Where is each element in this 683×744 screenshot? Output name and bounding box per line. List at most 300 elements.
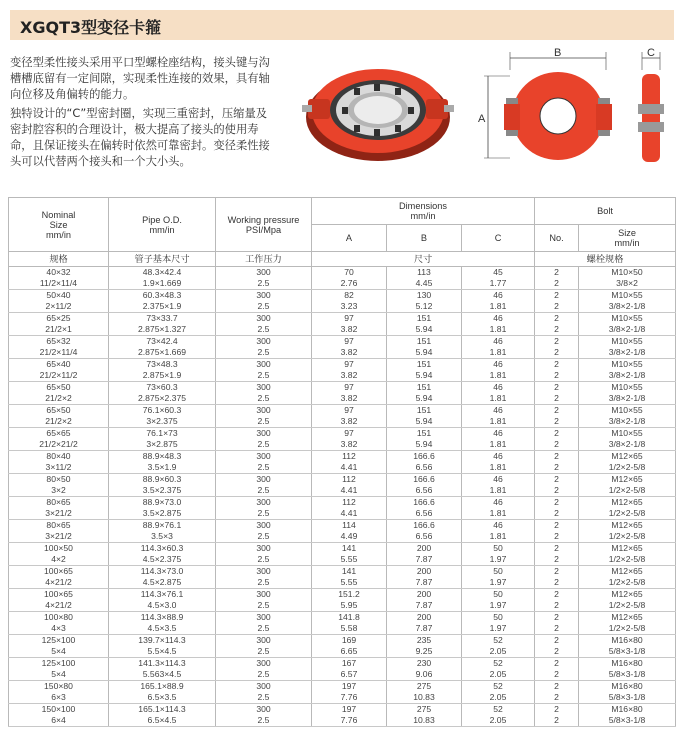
cell-bolt-no: 2 <box>535 313 579 325</box>
cell-bolt-size: M12×65 <box>579 474 676 486</box>
cell-dim-b: 151 <box>387 313 462 325</box>
cell-dim-a: 114 <box>312 520 387 532</box>
cell-dim-c: 2.05 <box>462 715 535 727</box>
cell-nominal: 3×2 <box>9 485 109 497</box>
cell-pressure: 300 <box>216 681 312 693</box>
cell-bolt-no: 2 <box>535 704 579 716</box>
cell-pressure: 300 <box>216 520 312 532</box>
cell-bolt-size: 5/8×3-1/8 <box>579 715 676 727</box>
cell-dim-a: 112 <box>312 474 387 486</box>
table-row-metric <box>9 336 676 348</box>
header-b: B <box>387 225 462 252</box>
cell-pressure: 300 <box>216 382 312 394</box>
cell-dim-c: 1.81 <box>462 439 535 451</box>
cell-pipe-od: 114.3×88.9 <box>109 612 216 624</box>
header-bolt-no: No. <box>535 225 579 252</box>
cell-dim-b: 151 <box>387 382 462 394</box>
spec-table <box>8 197 676 727</box>
cell-nominal: 5×4 <box>9 646 109 658</box>
cell-dim-b: 151 <box>387 428 462 440</box>
cell-dim-c: 50 <box>462 589 535 601</box>
cell-dim-a: 5.58 <box>312 623 387 635</box>
cell-bolt-no: 2 <box>535 405 579 417</box>
cell-pressure: 2.5 <box>216 278 312 290</box>
intro-text <box>10 55 278 173</box>
cell-dim-c: 1.81 <box>462 370 535 382</box>
cell-nominal: 6×4 <box>9 715 109 727</box>
cell-nominal: 21/2×21/2 <box>9 439 109 451</box>
cell-bolt-no: 2 <box>535 497 579 509</box>
cell-dim-c: 1.81 <box>462 508 535 520</box>
cell-bolt-no: 2 <box>535 439 579 451</box>
cell-dim-a: 197 <box>312 681 387 693</box>
cell-dim-c: 1.81 <box>462 416 535 428</box>
table-row-imperial <box>9 370 676 382</box>
cell-bolt-size: M16×80 <box>579 658 676 670</box>
cell-dim-c: 1.97 <box>462 623 535 635</box>
cell-bolt-no: 2 <box>535 347 579 359</box>
table-row-metric <box>9 566 676 578</box>
cell-bolt-size: M12×65 <box>579 566 676 578</box>
cell-dim-c: 2.05 <box>462 692 535 704</box>
cell-pressure: 300 <box>216 313 312 325</box>
cell-dim-a: 82 <box>312 290 387 302</box>
cell-dim-b: 151 <box>387 359 462 371</box>
cell-dim-a: 4.41 <box>312 508 387 520</box>
cell-dim-b: 7.87 <box>387 623 462 635</box>
cell-bolt-size: M10×55 <box>579 313 676 325</box>
label-b: B <box>554 47 562 59</box>
cell-pipe-od: 114.3×60.3 <box>109 543 216 555</box>
cell-bolt-size: 1/2×2-5/8 <box>579 508 676 520</box>
cell-bolt-size: M12×65 <box>579 497 676 509</box>
cell-dim-a: 5.55 <box>312 554 387 566</box>
table-row-metric <box>9 612 676 624</box>
cell-pipe-od: 6.5×3.5 <box>109 692 216 704</box>
cell-bolt-size: 1/2×2-5/8 <box>579 485 676 497</box>
table-row-imperial <box>9 301 676 313</box>
table-row-metric <box>9 589 676 601</box>
cell-dim-c: 52 <box>462 635 535 647</box>
cell-pipe-od: 76.1×60.3 <box>109 405 216 417</box>
cell-bolt-no: 2 <box>535 554 579 566</box>
cell-dim-c: 46 <box>462 290 535 302</box>
cell-bolt-no: 2 <box>535 646 579 658</box>
cell-dim-a: 169 <box>312 635 387 647</box>
cell-pressure: 300 <box>216 267 312 279</box>
cell-bolt-size: 3/8×2-1/8 <box>579 439 676 451</box>
page-title: XGQT3型变径卡箍 <box>20 18 162 37</box>
cell-pressure: 300 <box>216 566 312 578</box>
cell-bolt-size: M10×55 <box>579 405 676 417</box>
cell-dim-b: 151 <box>387 405 462 417</box>
cell-nominal: 100×65 <box>9 589 109 601</box>
cell-pipe-od: 73×60.3 <box>109 382 216 394</box>
table-row-imperial <box>9 347 676 359</box>
cell-pressure: 300 <box>216 451 312 463</box>
cell-bolt-no: 2 <box>535 669 579 681</box>
table-row-imperial <box>9 416 676 428</box>
spec-table-body <box>9 267 676 727</box>
cell-dim-a: 5.95 <box>312 600 387 612</box>
cell-dim-c: 50 <box>462 543 535 555</box>
cell-nominal: 21/2×2 <box>9 393 109 405</box>
cell-pipe-od: 4.5×2.875 <box>109 577 216 589</box>
table-row-imperial <box>9 577 676 589</box>
cell-pipe-od: 2.875×1.9 <box>109 370 216 382</box>
table-row-metric <box>9 474 676 486</box>
cell-dim-c: 1.97 <box>462 600 535 612</box>
cell-dim-c: 46 <box>462 382 535 394</box>
cell-dim-b: 5.94 <box>387 324 462 336</box>
cell-bolt-no: 2 <box>535 520 579 532</box>
cell-dim-b: 6.56 <box>387 508 462 520</box>
cn-header-pipe-od: 管子基本尺寸 <box>109 252 216 267</box>
cell-nominal: 100×80 <box>9 612 109 624</box>
table-row-imperial <box>9 531 676 543</box>
cell-dim-a: 2.76 <box>312 278 387 290</box>
table-row-imperial <box>9 508 676 520</box>
table-row-metric <box>9 313 676 325</box>
cell-bolt-size: 5/8×3-1/8 <box>579 692 676 704</box>
table-row-imperial <box>9 669 676 681</box>
cell-bolt-no: 2 <box>535 566 579 578</box>
cell-dim-a: 70 <box>312 267 387 279</box>
cell-dim-c: 46 <box>462 313 535 325</box>
cell-dim-a: 7.76 <box>312 692 387 704</box>
cell-bolt-size: 3/8×2-1/8 <box>579 393 676 405</box>
cell-pipe-od: 88.9×48.3 <box>109 451 216 463</box>
header-dimensions: Dimensions mm/in <box>312 198 535 225</box>
cell-pressure: 2.5 <box>216 669 312 681</box>
cell-dim-b: 5.94 <box>387 393 462 405</box>
cell-dim-a: 141 <box>312 566 387 578</box>
cell-dim-a: 7.76 <box>312 715 387 727</box>
cell-dim-a: 97 <box>312 336 387 348</box>
cell-pipe-od: 73×48.3 <box>109 359 216 371</box>
label-c: C <box>647 47 655 59</box>
cell-dim-c: 46 <box>462 451 535 463</box>
table-row-imperial <box>9 462 676 474</box>
cell-dim-b: 5.94 <box>387 439 462 451</box>
table-row-metric <box>9 451 676 463</box>
cell-nominal: 125×100 <box>9 635 109 647</box>
cell-bolt-size: M12×65 <box>579 451 676 463</box>
cell-bolt-no: 2 <box>535 336 579 348</box>
cell-dim-b: 151 <box>387 336 462 348</box>
cell-dim-a: 112 <box>312 497 387 509</box>
cell-dim-c: 46 <box>462 474 535 486</box>
cell-dim-c: 46 <box>462 497 535 509</box>
cell-bolt-size: 5/8×3-1/8 <box>579 669 676 681</box>
cell-dim-b: 6.56 <box>387 531 462 543</box>
cell-bolt-no: 2 <box>535 635 579 647</box>
cell-nominal: 4×3 <box>9 623 109 635</box>
cell-pipe-od: 141.3×114.3 <box>109 658 216 670</box>
table-row-metric <box>9 405 676 417</box>
cell-nominal: 65×50 <box>9 405 109 417</box>
cell-bolt-size: M10×55 <box>579 382 676 394</box>
cell-dim-b: 235 <box>387 635 462 647</box>
cell-pipe-od: 88.9×60.3 <box>109 474 216 486</box>
cell-nominal: 65×32 <box>9 336 109 348</box>
cell-nominal: 65×65 <box>9 428 109 440</box>
cell-pressure: 2.5 <box>216 439 312 451</box>
cell-dim-a: 3.82 <box>312 416 387 428</box>
cell-pressure: 2.5 <box>216 416 312 428</box>
cell-bolt-no: 2 <box>535 658 579 670</box>
table-row-imperial <box>9 646 676 658</box>
cell-bolt-no: 2 <box>535 600 579 612</box>
table-row-metric <box>9 681 676 693</box>
cell-dim-a: 97 <box>312 313 387 325</box>
cell-pressure: 2.5 <box>216 554 312 566</box>
cell-pressure: 300 <box>216 704 312 716</box>
cell-dim-c: 1.81 <box>462 324 535 336</box>
cell-dim-c: 45 <box>462 267 535 279</box>
cell-bolt-no: 2 <box>535 416 579 428</box>
cell-pipe-od: 4.5×3.0 <box>109 600 216 612</box>
cell-nominal: 3×21/2 <box>9 508 109 520</box>
cell-dim-c: 1.81 <box>462 393 535 405</box>
cell-bolt-size: 1/2×2-5/8 <box>579 623 676 635</box>
cell-nominal: 100×50 <box>9 543 109 555</box>
intro-paragraph-1: 变径型柔性接头采用平口型螺栓座结构，接头键与沟槽槽底留有一定间隙，实现柔性连接的效果，具有轴向位移及角偏转的能力。 <box>10 56 270 101</box>
cell-bolt-no: 2 <box>535 393 579 405</box>
cell-dim-a: 97 <box>312 359 387 371</box>
cell-bolt-no: 2 <box>535 681 579 693</box>
cell-nominal: 4×21/2 <box>9 577 109 589</box>
cell-nominal: 2×11/2 <box>9 301 109 313</box>
table-row-metric <box>9 543 676 555</box>
cell-dim-a: 3.82 <box>312 324 387 336</box>
cell-nominal: 21/2×1 <box>9 324 109 336</box>
cell-pressure: 2.5 <box>216 485 312 497</box>
cell-bolt-size: M10×55 <box>579 336 676 348</box>
table-row-imperial <box>9 692 676 704</box>
cell-dim-a: 3.82 <box>312 393 387 405</box>
cell-bolt-no: 2 <box>535 531 579 543</box>
cell-bolt-size: M16×80 <box>579 704 676 716</box>
cell-dim-b: 6.56 <box>387 485 462 497</box>
cell-dim-c: 1.81 <box>462 462 535 474</box>
cell-bolt-no: 2 <box>535 267 579 279</box>
cell-bolt-size: 1/2×2-5/8 <box>579 600 676 612</box>
cell-dim-c: 50 <box>462 612 535 624</box>
cell-dim-a: 3.23 <box>312 301 387 313</box>
cell-bolt-no: 2 <box>535 474 579 486</box>
cell-pressure: 300 <box>216 658 312 670</box>
cell-bolt-size: M10×55 <box>579 290 676 302</box>
cell-dim-c: 52 <box>462 658 535 670</box>
cell-pipe-od: 73×33.7 <box>109 313 216 325</box>
header-nominal: Nominal Size mm/in <box>9 198 109 252</box>
cell-dim-b: 7.87 <box>387 554 462 566</box>
table-row-imperial <box>9 393 676 405</box>
cell-pipe-od: 1.9×1.669 <box>109 278 216 290</box>
cell-bolt-size: 3/8×2-1/8 <box>579 416 676 428</box>
cell-dim-c: 46 <box>462 359 535 371</box>
cell-dim-b: 10.83 <box>387 715 462 727</box>
cell-pipe-od: 48.3×42.4 <box>109 267 216 279</box>
cell-nominal: 6×3 <box>9 692 109 704</box>
cell-pipe-od: 4.5×2.375 <box>109 554 216 566</box>
cell-nominal: 150×80 <box>9 681 109 693</box>
cell-pressure: 2.5 <box>216 324 312 336</box>
cell-dim-c: 1.81 <box>462 531 535 543</box>
cell-pressure: 2.5 <box>216 646 312 658</box>
cell-pressure: 300 <box>216 405 312 417</box>
cell-nominal: 80×65 <box>9 497 109 509</box>
cell-pipe-od: 3×2.875 <box>109 439 216 451</box>
cell-nominal: 80×40 <box>9 451 109 463</box>
table-row-metric <box>9 520 676 532</box>
cell-pipe-od: 76.1×73 <box>109 428 216 440</box>
cell-dim-b: 4.45 <box>387 278 462 290</box>
header-bolt-size: Size mm/in <box>579 225 676 252</box>
cell-nominal: 11/2×11/4 <box>9 278 109 290</box>
cell-dim-c: 1.81 <box>462 347 535 359</box>
cell-pressure: 2.5 <box>216 531 312 543</box>
cell-nominal: 50×40 <box>9 290 109 302</box>
cell-pressure: 2.5 <box>216 462 312 474</box>
cell-dim-b: 166.6 <box>387 451 462 463</box>
cell-bolt-size: 3/8×2-1/8 <box>579 347 676 359</box>
cell-bolt-size: M12×65 <box>579 589 676 601</box>
cell-bolt-no: 2 <box>535 382 579 394</box>
cell-bolt-size: 3/8×2-1/8 <box>579 301 676 313</box>
cell-pipe-od: 2.875×1.669 <box>109 347 216 359</box>
cell-pipe-od: 88.9×76.1 <box>109 520 216 532</box>
cell-pressure: 2.5 <box>216 692 312 704</box>
cell-dim-a: 197 <box>312 704 387 716</box>
cell-bolt-no: 2 <box>535 577 579 589</box>
cell-dim-c: 46 <box>462 336 535 348</box>
cell-pipe-od: 73×42.4 <box>109 336 216 348</box>
cell-pipe-od: 3.5×2.875 <box>109 508 216 520</box>
cell-pressure: 300 <box>216 290 312 302</box>
cell-bolt-no: 2 <box>535 324 579 336</box>
cell-nominal: 65×50 <box>9 382 109 394</box>
table-row-imperial <box>9 600 676 612</box>
table-row-metric <box>9 704 676 716</box>
cell-dim-c: 46 <box>462 520 535 532</box>
cell-bolt-size: 3/8×2-1/8 <box>579 370 676 382</box>
cell-pipe-od: 165.1×114.3 <box>109 704 216 716</box>
table-row-metric <box>9 658 676 670</box>
table-row-metric <box>9 359 676 371</box>
cell-dim-a: 5.55 <box>312 577 387 589</box>
coupling-photo <box>298 55 458 165</box>
cell-dim-b: 166.6 <box>387 497 462 509</box>
cell-bolt-no: 2 <box>535 508 579 520</box>
cell-pressure: 2.5 <box>216 508 312 520</box>
cell-dim-b: 9.25 <box>387 646 462 658</box>
cell-bolt-no: 2 <box>535 278 579 290</box>
cell-dim-a: 97 <box>312 428 387 440</box>
cell-pipe-od: 5.5×4.5 <box>109 646 216 658</box>
cell-pressure: 2.5 <box>216 715 312 727</box>
cell-dim-a: 151.2 <box>312 589 387 601</box>
cell-bolt-no: 2 <box>535 485 579 497</box>
cell-bolt-size: 1/2×2-5/8 <box>579 577 676 589</box>
cell-bolt-size: M12×65 <box>579 543 676 555</box>
cell-dim-c: 1.97 <box>462 577 535 589</box>
cell-bolt-no: 2 <box>535 428 579 440</box>
cell-nominal: 5×4 <box>9 669 109 681</box>
cell-nominal: 80×50 <box>9 474 109 486</box>
cell-dim-a: 141 <box>312 543 387 555</box>
intro-paragraph-2: 独特设计的“C”型密封圈，实现三重密封，压缩量及密封腔容积的合理设计，极大提高了接头的使用寿命，且保证接头在偏转时依然可靠密封。变径柔性接头可以代替两个接头和一个大小头。 <box>10 107 270 168</box>
cell-pressure: 300 <box>216 635 312 647</box>
cell-bolt-size: M12×65 <box>579 520 676 532</box>
cell-bolt-no: 2 <box>535 543 579 555</box>
cell-pipe-od: 114.3×76.1 <box>109 589 216 601</box>
cell-dim-b: 200 <box>387 589 462 601</box>
cell-bolt-size: 1/2×2-5/8 <box>579 531 676 543</box>
cell-nominal: 125×100 <box>9 658 109 670</box>
cn-header-dimensions: 尺寸 <box>312 252 535 267</box>
cell-dim-a: 97 <box>312 405 387 417</box>
cell-nominal: 4×21/2 <box>9 600 109 612</box>
cell-bolt-no: 2 <box>535 612 579 624</box>
cell-bolt-size: 3/8×2-1/8 <box>579 324 676 336</box>
cell-dim-b: 275 <box>387 704 462 716</box>
cell-bolt-size: M16×80 <box>579 635 676 647</box>
header-pressure: Working pressure PSI/Mpa <box>216 198 312 252</box>
cell-dim-c: 2.05 <box>462 669 535 681</box>
cell-dim-a: 4.49 <box>312 531 387 543</box>
cell-pressure: 2.5 <box>216 623 312 635</box>
header-pipe-od: Pipe O.D. mm/in <box>109 198 216 252</box>
cell-pressure: 2.5 <box>216 600 312 612</box>
cell-dim-b: 200 <box>387 543 462 555</box>
cell-dim-b: 9.06 <box>387 669 462 681</box>
cell-nominal: 65×40 <box>9 359 109 371</box>
cell-dim-a: 6.57 <box>312 669 387 681</box>
cell-pipe-od: 165.1×88.9 <box>109 681 216 693</box>
cell-pipe-od: 88.9×73.0 <box>109 497 216 509</box>
table-row-metric <box>9 290 676 302</box>
table-row-metric <box>9 428 676 440</box>
cell-dim-b: 230 <box>387 658 462 670</box>
cell-dim-b: 6.56 <box>387 462 462 474</box>
cell-pipe-od: 3.5×3 <box>109 531 216 543</box>
header-a: A <box>312 225 387 252</box>
cell-pressure: 300 <box>216 428 312 440</box>
cell-bolt-no: 2 <box>535 589 579 601</box>
cell-dim-c: 46 <box>462 405 535 417</box>
cell-bolt-no: 2 <box>535 370 579 382</box>
cell-pressure: 300 <box>216 359 312 371</box>
cell-dim-c: 1.81 <box>462 301 535 313</box>
cell-bolt-size: M12×65 <box>579 612 676 624</box>
cell-dim-b: 5.94 <box>387 370 462 382</box>
cell-dim-b: 10.83 <box>387 692 462 704</box>
cell-bolt-no: 2 <box>535 462 579 474</box>
cell-bolt-size: M16×80 <box>579 681 676 693</box>
cell-nominal: 3×11/2 <box>9 462 109 474</box>
cell-pipe-od: 2.875×2.375 <box>109 393 216 405</box>
cell-pipe-od: 114.3×73.0 <box>109 566 216 578</box>
table-row-metric <box>9 267 676 279</box>
cell-pipe-od: 3×2.375 <box>109 416 216 428</box>
cell-dim-b: 7.87 <box>387 577 462 589</box>
cell-bolt-no: 2 <box>535 359 579 371</box>
cell-nominal: 80×65 <box>9 520 109 532</box>
cell-dim-a: 4.41 <box>312 462 387 474</box>
cell-dim-c: 1.97 <box>462 554 535 566</box>
